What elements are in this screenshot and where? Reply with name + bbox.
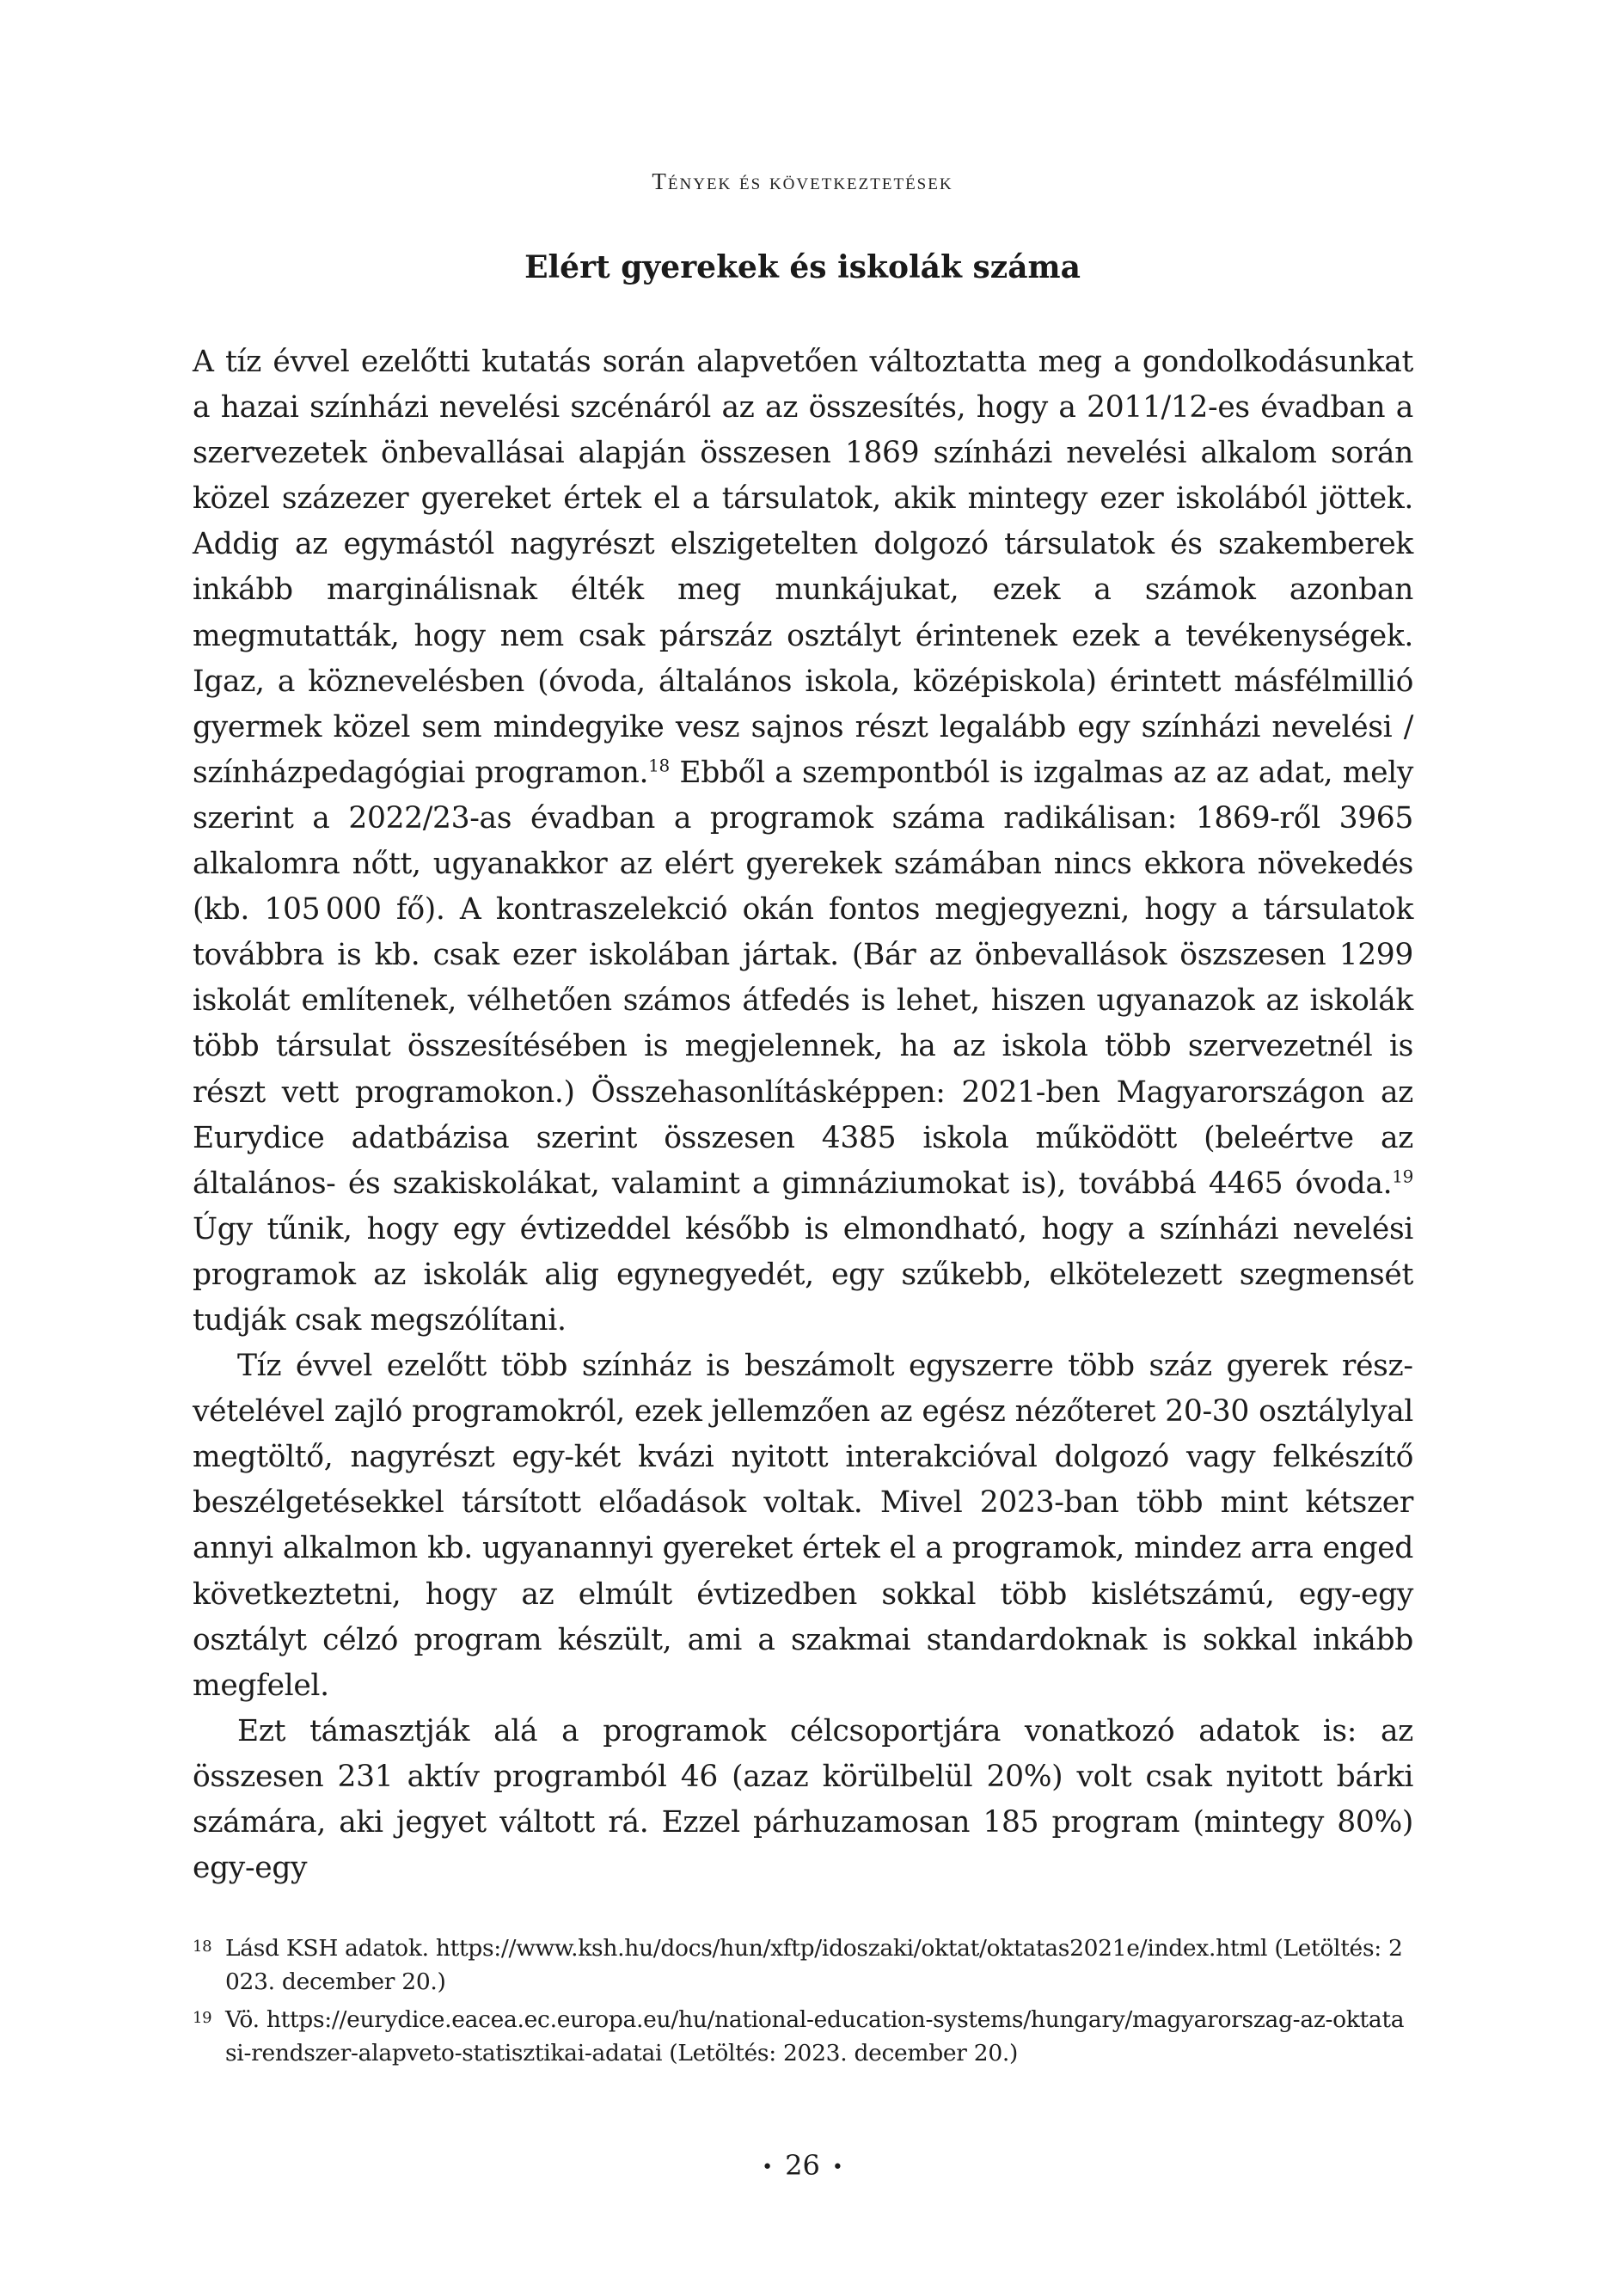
footnote-number: 18 bbox=[193, 1938, 212, 1956]
footnote-text: Lásd KSH adatok. https://www.ksh.hu/docs/hun/xftp/idoszaki/oktat/oktatas2021e/index.html (Letöltés: 2023. december 20.) bbox=[225, 1935, 1403, 1995]
running-head: Tények és következtetések bbox=[652, 168, 953, 194]
section-title: Elért gyerekek és iskolák száma bbox=[524, 249, 1081, 285]
paragraph-2: Tíz évvel ezelőtt több színház is beszámolt egyszerre több száz gyerek részvételével zajló programokról, ezek jellemzően az egész nézőteret 20-30 osztálylyal megtöltő, nagyrészt egy-két kvázi nyitott interakcióval dolgozó vagy felkészítő beszélgetésekkel társított előadások voltak. Mivel 2023-ban több mint kétszer annyi alkalmon kb. ugyanannyi gyereket értek el a programok, mindez arra enged következtetni, hogy az elmúlt évtizedben sokkal több kislétszámú, egy-egy osztályt célzó program készült, ami a szakmai standardoknak is sokkal inkább megfelel. bbox=[193, 1349, 1413, 1703]
footnote-ref-18[interactable]: 18 bbox=[648, 755, 670, 776]
bullet-icon: • bbox=[831, 2157, 843, 2178]
footnote-18 bbox=[193, 1932, 1413, 1999]
page-number: 26 bbox=[785, 2149, 820, 2182]
body-text bbox=[193, 340, 1413, 1891]
paragraph-1-part-1: A tíz évvel ezelőtti kutatás során alapvetően változtatta meg a gondolkodásunkat a hazai színházi nevelési szcénáról az az összesítés, hogy a 2011/12-es évadban a szervezetek önbevallásai alapján összesen 1869 színházi nevelési alkalom során közel százezer gyereket értek el a társulatok, akik mintegy ezer iskolából jöttek. Addig az egymástól nagyrészt elszigetelten dolgozó társulatok és szakemberek inkább marginálisnak élték meg munkájukat, ezek a számok azonban megmutatták, hogy nem csak párszáz osztályt érintenek ezek a tevékenységek. Igaz, a köznevelésben (óvoda, általános iskola, középiskola) érintett másfélmillió gyermek közel sem mindegyike vesz sajnos részt legalább egy színházi nevelési / színházpedagógiai programon. bbox=[193, 345, 1413, 790]
footnote-text: Vö. https://eurydice.eacea.ec.europa.eu/hu/national-education-systems/hungary/magyarorszag-az-oktatasi-rendszer-alapveto-statisztikai-adatai (Letöltés: 2023. december 20.) bbox=[225, 2006, 1405, 2066]
paragraph-3: Ezt támasztják alá a programok célcsoportjára vonatkozó adatok is: az összesen 231 aktív programból 46 (azaz körülbelül 20%) volt csak nyitott bárki számára, aki jegyet váltott rá. Ezzel párhuzamosan 185 program (mintegy 80%) egy-egy bbox=[193, 1713, 1413, 1886]
paragraph-1-part-2: Ebből a szempontból is izgalmas az az adat, mely szerint a 2022/23-as évadban a programok száma radikálisan: 1869-ről 3965 alkalomra nőtt, ugyanakkor az elért gyerekek számában nincs ekkora növekedés (kb. 105 000 fő). A kontraszelekció okán fontos megjegyezni, hogy a társulatok továbbra is kb. csak ezer iskolában jártak. (Bár az önbevallások öszszesen 1299 iskolát említenek, vélhetően számos átfedés is lehet, hiszen ugyanazok az iskolák több társulat összesítésében is megjelennek, ha az iskola több szervezetnél is részt vett programokon.) Összehasonlításképpen: 2021-ben Magyarországon az Eurydice adatbázisa szerint összesen 4385 iskola működött (beleértve az általános- és szakiskolákat, valamint a gimnáziumokat is), továbbá 4465 óvoda. bbox=[193, 755, 1413, 1201]
paragraph-1 bbox=[193, 340, 1413, 1344]
page-number-block bbox=[0, 2149, 1605, 2182]
paragraph-1-part-3: Úgy tűnik, hogy egy évtizeddel később is elmondható, hogy a színházi nevelési programok az iskolák alig egynegyedét, egy szűkebb, elkötelezett szegmensét tudják csak megszólítani. bbox=[193, 1211, 1413, 1338]
footnote-ref-19[interactable]: 19 bbox=[1392, 1166, 1413, 1187]
footnote-number: 19 bbox=[193, 2009, 212, 2027]
footnotes bbox=[193, 1932, 1413, 2074]
bullet-icon: • bbox=[762, 2157, 774, 2178]
footnote-19 bbox=[193, 2003, 1413, 2070]
